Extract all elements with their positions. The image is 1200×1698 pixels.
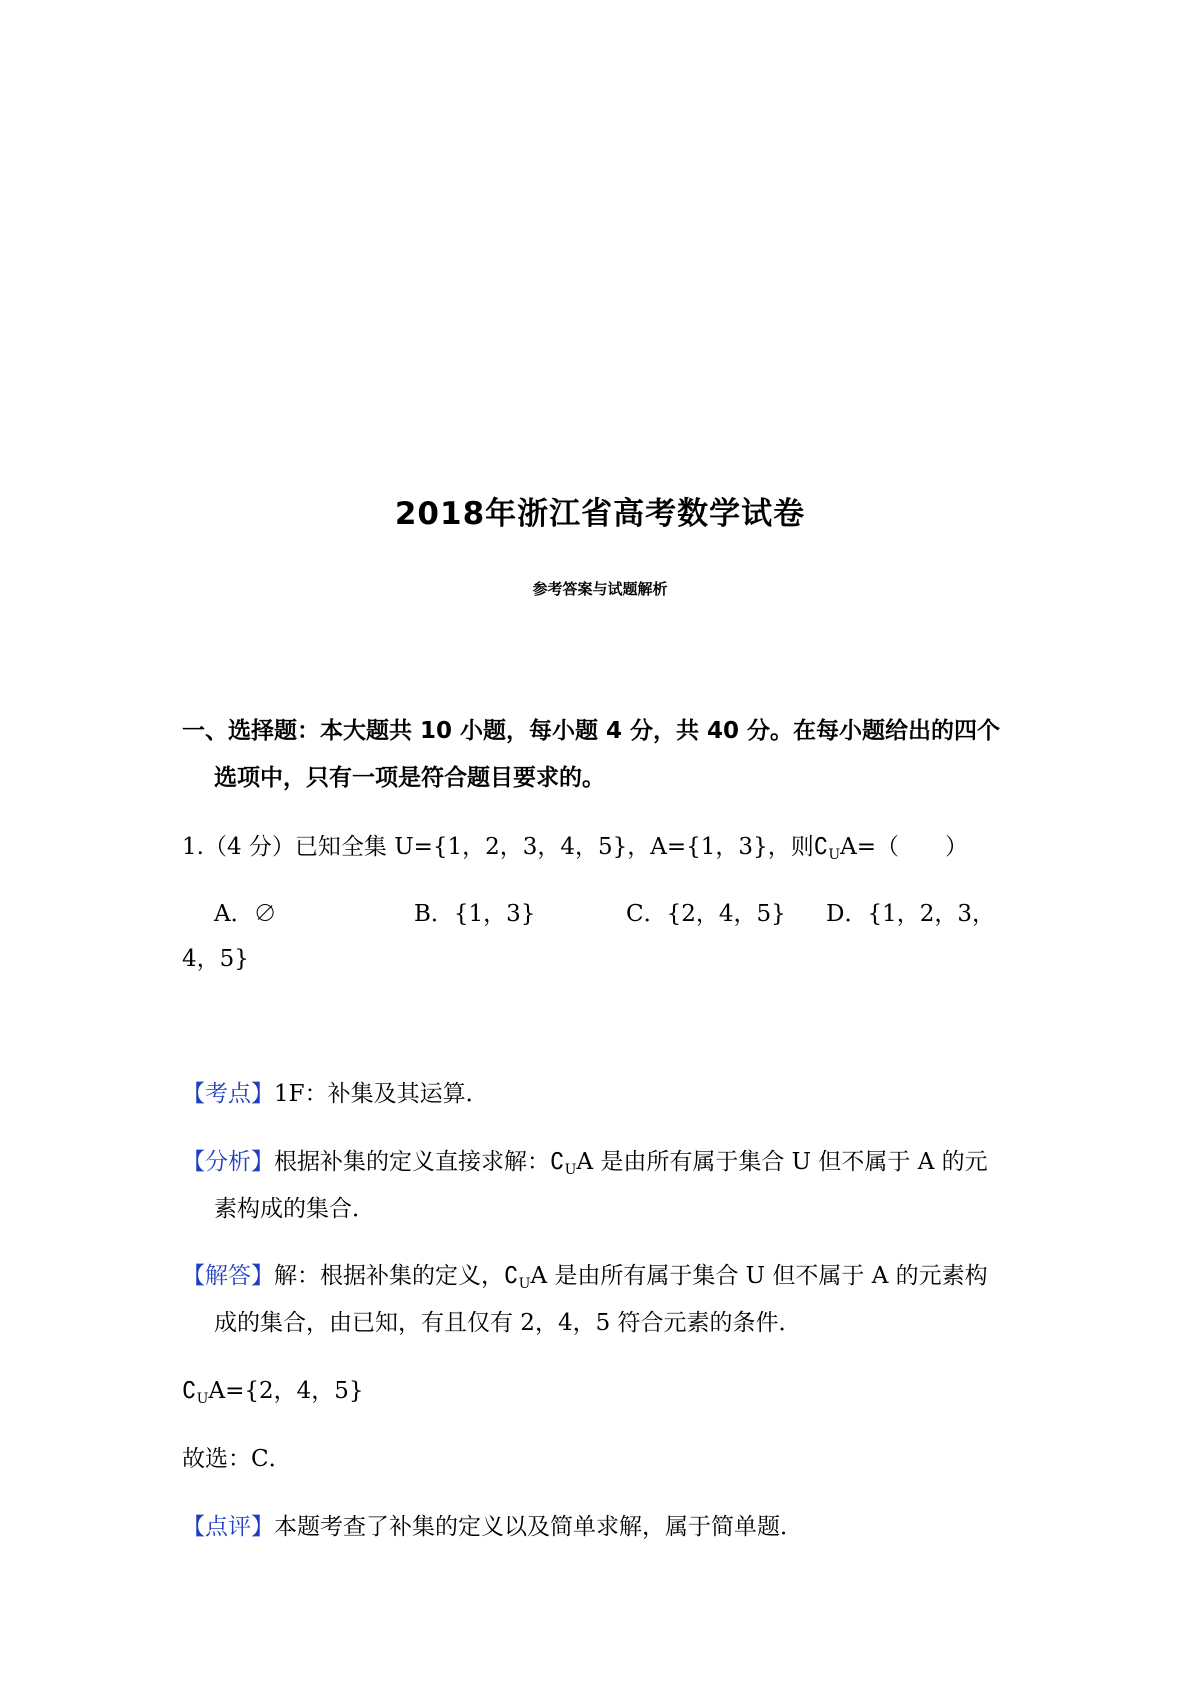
fenxi-text-a: 根据补集的定义直接求解：∁ xyxy=(274,1149,565,1175)
kaodian-tag: 【考点】 xyxy=(182,1081,274,1107)
kaodian-text: 1F：补集及其运算． xyxy=(274,1081,489,1107)
question-1-stem-prefix: 1.（4 分）已知全集 U={1，2，3，4，5}，A={1，3}，则∁ xyxy=(182,834,829,860)
jieda-text-b: A 是由所有属于集合 U 但不属于 A 的元素构 xyxy=(530,1263,988,1289)
option-a: A．∅ xyxy=(214,901,277,927)
section-heading-line2: 选项中，只有一项是符合题目要求的。 xyxy=(214,765,605,791)
jieda-tag: 【解答】 xyxy=(182,1263,274,1289)
result-complement-symbol: ∁ xyxy=(182,1378,197,1404)
jieda-subscript: U xyxy=(518,1276,531,1292)
answer-line: 故选：C． xyxy=(182,1446,292,1472)
dianping-text: 本题考查了补集的定义以及简单求解，属于简单题． xyxy=(274,1514,803,1540)
dianping-line xyxy=(182,1508,803,1541)
result-value: A={2，4，5} xyxy=(208,1378,364,1404)
option-d-continued: 4，5} xyxy=(182,946,249,972)
fenxi-text-b: A 是由所有属于集合 U 但不属于 A 的元 xyxy=(576,1149,988,1175)
question-1-stem-subscript: U xyxy=(828,847,841,863)
question-1-stem-suffix: A=（ ） xyxy=(840,834,969,860)
jieda-line2: 成的集合，由已知，有且仅有 2，4，5 符合元素的条件． xyxy=(214,1310,802,1336)
result-subscript: U xyxy=(196,1391,209,1407)
fenxi-tag: 【分析】 xyxy=(182,1149,274,1175)
page-subtitle: 参考答案与试题解析 xyxy=(532,580,668,598)
jieda-text-a: 解：根据补集的定义，∁ xyxy=(274,1263,519,1289)
option-c: C．{2，4，5} xyxy=(626,901,786,927)
section-heading-line1: 一、选择题：本大题共 10 小题，每小题 4 分，共 40 分。在每小题给出的四个 xyxy=(182,718,1001,744)
jieda-line1 xyxy=(182,1257,988,1290)
page-title: 2018年浙江省高考数学试卷 xyxy=(394,496,806,532)
fenxi-line1 xyxy=(182,1143,988,1176)
option-d: D．{1，2，3， xyxy=(826,901,995,927)
question-1-stem xyxy=(182,828,968,861)
dianping-tag: 【点评】 xyxy=(182,1514,274,1540)
result-line xyxy=(182,1372,364,1405)
fenxi-line2: 素构成的集合． xyxy=(214,1196,375,1222)
fenxi-subscript: U xyxy=(564,1162,577,1178)
kaodian-line xyxy=(182,1075,489,1108)
option-b: B．{1，3} xyxy=(414,901,536,927)
